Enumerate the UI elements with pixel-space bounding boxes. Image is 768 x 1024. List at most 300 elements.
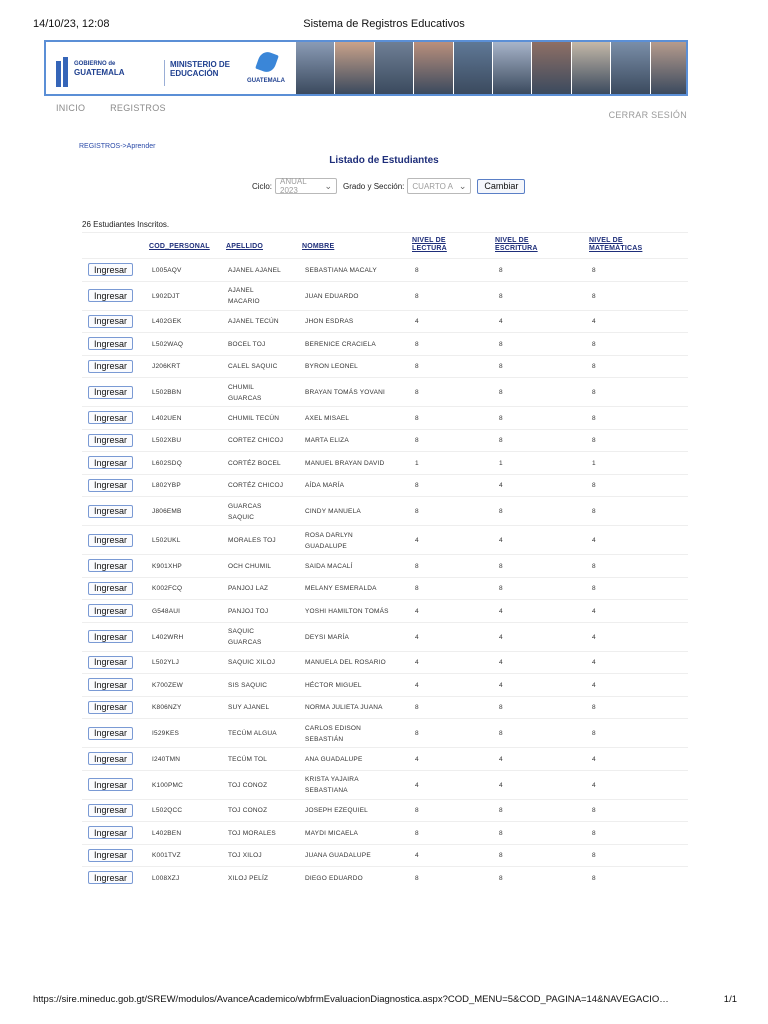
cell-reading: 8 — [415, 508, 419, 515]
cell-reading: 8 — [415, 389, 419, 396]
enrolled-count: 26 Estudiantes Inscritos. — [82, 220, 170, 229]
enter-button[interactable]: Ingresar — [88, 826, 133, 839]
cell-writing: 8 — [499, 363, 503, 371]
cell-math: 8 — [592, 266, 596, 274]
cell-name-line: HÉCTOR MIGUEL — [305, 681, 362, 689]
ministry-logo — [170, 60, 230, 78]
page-title — [0, 155, 768, 166]
enter-button[interactable]: Ingresar — [88, 434, 133, 447]
cell-math: 8 — [592, 414, 596, 422]
cell-code: G548AUI — [152, 607, 181, 615]
cell-surname-line: PANJOJ TOJ — [228, 607, 269, 615]
cell-surname-line: SAQUIC — [228, 513, 255, 521]
header-banner — [44, 40, 688, 96]
cell-code: K806NZY — [152, 704, 182, 712]
cell-writing: 4 — [499, 659, 503, 667]
header-code[interactable]: COD_PERSONAL — [149, 243, 210, 250]
cell-reading: 4 — [415, 781, 419, 789]
cell-name-line: SEBASTIÁN — [305, 735, 344, 743]
cell-name-line: YOSHI HAMILTON TOMÁS — [305, 607, 389, 615]
table-row — [82, 429, 688, 452]
cell-name-line: AXEL MISAEL — [305, 414, 350, 422]
cell-surname — [228, 780, 267, 791]
cell-reading: 8 — [415, 414, 419, 422]
cell-name-line: DEYSI MARÍA — [305, 633, 350, 641]
cell-math: 4 — [592, 755, 596, 763]
gobierno-logo-text — [74, 61, 125, 77]
logout-link[interactable]: CERRAR SESIÓN — [608, 110, 687, 120]
cell-name-line: BYRON LEONEL — [305, 363, 358, 371]
banner-photo — [493, 42, 532, 94]
cell-surname — [228, 626, 262, 648]
cell-surname-line: CALEL SAQUIC — [228, 363, 278, 371]
cell-writing: 8 — [499, 266, 503, 274]
cell-surname — [228, 728, 277, 739]
cell-math: 8 — [592, 704, 596, 712]
cell-name-line: KRISTA YAJAIRA — [305, 776, 359, 783]
cell-code: J806EMB — [152, 508, 182, 515]
cell-math: 8 — [592, 363, 596, 371]
header-writing-line1: NIVEL DE — [495, 237, 529, 244]
nav-registros[interactable]: REGISTROS — [110, 103, 166, 113]
cell-name — [305, 387, 385, 398]
cell-name-line: DIEGO EDUARDO — [305, 874, 363, 882]
cell-writing: 4 — [499, 607, 503, 615]
gobierno-logo-bar — [63, 57, 68, 87]
cell-surname — [228, 850, 262, 861]
print-title: Sistema de Registros Educativos — [303, 18, 465, 30]
cell-name-line: SEBASTIANA — [305, 787, 348, 794]
cell-name-line: MARTA ELIZA — [305, 437, 349, 445]
cell-code: L602SDQ — [152, 459, 182, 467]
cell-name-line: MANUELA DEL ROSARIO — [305, 659, 386, 667]
table-row — [82, 599, 688, 622]
header-writing — [495, 237, 538, 253]
cell-writing: 8 — [499, 389, 503, 396]
cell-code: L502WAQ — [152, 340, 184, 348]
cell-math: 4 — [592, 633, 596, 641]
table-row — [82, 332, 688, 355]
cell-name — [305, 828, 358, 839]
cell-reading: 8 — [415, 562, 419, 570]
students-table-header — [82, 232, 688, 258]
cell-code: L402BEN — [152, 829, 182, 837]
header-surname[interactable]: APELLIDO — [226, 243, 263, 250]
enter-button[interactable]: Ingresar — [88, 871, 133, 884]
cell-code: L502UKL — [152, 537, 181, 544]
cell-code: I240TMN — [152, 755, 181, 763]
breadcrumb[interactable]: REGISTROS->Aprender — [79, 143, 156, 150]
header-reading — [412, 237, 447, 253]
table-row — [82, 673, 688, 696]
cell-surname-line: TOJ MORALES — [228, 829, 276, 837]
cell-surname — [228, 458, 281, 469]
cell-surname-line: CHUMIL — [228, 383, 255, 391]
cell-name-line: JUANA GUADALUPE — [305, 852, 371, 860]
table-row — [82, 651, 688, 674]
ministry-logo-line1: MINISTERIO DE — [170, 60, 231, 69]
cell-name — [305, 702, 383, 713]
cell-reading: 4 — [415, 633, 419, 641]
cell-surname-line: TOJ XILOJ — [228, 852, 262, 860]
cell-name — [305, 754, 363, 765]
cell-surname — [228, 413, 279, 424]
cell-name-line: GUADALUPE — [305, 542, 347, 550]
cell-surname — [228, 382, 262, 404]
guatemala-logo-text: GUATEMALA — [247, 78, 285, 84]
cell-writing: 8 — [499, 585, 503, 593]
enter-button[interactable]: Ingresar — [88, 386, 133, 399]
cell-code: L008XZJ — [152, 874, 180, 882]
cell-code: I529KES — [152, 730, 180, 737]
cell-surname — [228, 501, 262, 523]
cell-code: L502XBU — [152, 437, 182, 445]
cell-writing: 4 — [499, 537, 503, 544]
cycle-select-value: ANUAL 2023 — [280, 177, 307, 195]
enter-button[interactable]: Ingresar — [88, 315, 133, 328]
cell-name-line: MANUEL BRAYAN DAVID — [305, 459, 385, 467]
cell-writing: 8 — [499, 508, 503, 515]
cell-surname-line: CORTÉZ CHICOJ — [228, 482, 284, 490]
enter-button[interactable]: Ingresar — [88, 804, 133, 817]
cell-math: 1 — [592, 459, 596, 467]
cell-math: 8 — [592, 829, 596, 837]
cell-surname-line: BOCEL TOJ — [228, 340, 266, 348]
cell-name — [305, 850, 371, 861]
table-row — [82, 554, 688, 577]
enter-button[interactable]: Ingresar — [88, 656, 133, 669]
cell-name — [305, 680, 362, 691]
cell-surname-line: TOJ CONOZ — [228, 807, 268, 815]
cell-name-line: MELANY ESMERALDA — [305, 585, 377, 593]
cell-surname — [228, 339, 265, 350]
cell-code: L502YLJ — [152, 659, 180, 667]
cell-surname — [228, 754, 267, 765]
cell-code: L502BBN — [152, 389, 182, 396]
cell-code: L902DJT — [152, 292, 180, 300]
cell-reading: 4 — [415, 681, 419, 689]
header-reading-line2: LECTURA — [412, 245, 447, 252]
cell-name — [305, 316, 353, 327]
cell-surname-line: CHUMIL TECÚN — [228, 414, 280, 422]
cell-surname-line: AJANEL AJANEL — [228, 266, 281, 274]
page-title-text: Listado de Estudiantes — [329, 155, 439, 166]
table-row — [82, 496, 688, 525]
cell-surname-line: SIS SAQUIC — [228, 681, 268, 689]
cell-name — [305, 530, 353, 552]
cell-math: 8 — [592, 807, 596, 815]
cell-code: K002FCQ — [152, 585, 183, 593]
cell-name — [305, 805, 368, 816]
cell-surname — [228, 583, 268, 594]
cell-reading: 4 — [415, 755, 419, 763]
cell-name-line: JOSEPH EZEQUIEL — [305, 807, 368, 815]
cell-code: L402GEK — [152, 318, 182, 326]
cell-reading: 8 — [415, 266, 419, 274]
cell-name — [305, 413, 349, 424]
cell-name — [305, 435, 349, 446]
cell-name-line: MAYDI MICAELA — [305, 829, 359, 837]
enter-button[interactable]: Ingresar — [88, 479, 133, 492]
table-row — [82, 525, 688, 554]
cell-name — [305, 339, 376, 350]
enter-button[interactable]: Ingresar — [88, 701, 133, 714]
cell-surname — [228, 265, 281, 276]
main-nav — [56, 103, 188, 113]
logo-separator — [164, 60, 165, 86]
cell-code: L402UEN — [152, 414, 182, 422]
print-page-number: 1/1 — [723, 994, 737, 1005]
cell-name-line: NORMA JULIETA JUANA — [305, 704, 383, 712]
cell-reading: 4 — [415, 537, 419, 544]
cell-reading: 8 — [415, 437, 419, 445]
cell-surname-line: XILOJ PELÍZ — [228, 874, 269, 882]
cycle-select[interactable] — [275, 178, 337, 194]
cell-name — [305, 361, 358, 372]
enter-button[interactable]: Ingresar — [88, 534, 133, 547]
enter-button[interactable]: Ingresar — [88, 678, 133, 691]
guatemala-swirl-icon — [255, 50, 279, 75]
cell-reading: 8 — [415, 807, 419, 815]
cell-surname-line: GUARCAS — [228, 394, 262, 402]
table-row — [82, 747, 688, 770]
cell-surname-line: MACARIO — [228, 298, 260, 305]
cell-name — [305, 480, 344, 491]
enter-button[interactable]: Ingresar — [88, 752, 133, 765]
cell-writing: 4 — [499, 755, 503, 763]
cell-name-line: ANA GUADALUPE — [305, 755, 363, 763]
cell-writing: 8 — [499, 562, 503, 570]
nav-inicio[interactable]: INICIO — [56, 103, 86, 113]
cell-surname-line: OCH CHUMIL — [228, 562, 272, 570]
cell-writing: 4 — [499, 318, 503, 326]
grade-select-value: CUARTO A — [412, 181, 453, 191]
guatemala-logo — [244, 52, 288, 92]
cell-surname — [228, 285, 260, 307]
table-row — [82, 474, 688, 497]
cell-name-line: AÍDA MARÍA — [305, 482, 345, 490]
cell-math: 8 — [592, 585, 596, 593]
cell-reading: 8 — [415, 292, 419, 300]
enter-button[interactable]: Ingresar — [88, 727, 133, 740]
table-row — [82, 718, 688, 747]
enter-button[interactable]: Ingresar — [88, 337, 133, 350]
cell-math: 4 — [592, 607, 596, 615]
cell-code: K700ZEW — [152, 681, 184, 689]
cell-writing: 8 — [499, 807, 503, 815]
cell-name — [305, 606, 389, 617]
chevron-down-icon: ⌄ — [458, 180, 467, 191]
cell-name-line: SAIDA MACALÍ — [305, 562, 353, 570]
gobierno-logo-line2: GUATEMALA — [74, 68, 125, 77]
cell-writing: 1 — [499, 459, 503, 467]
cell-math: 8 — [592, 730, 596, 737]
banner-photo — [611, 42, 650, 94]
enter-button[interactable]: Ingresar — [88, 360, 133, 373]
cell-name — [305, 458, 384, 469]
header-reading-line1: NIVEL DE — [412, 237, 446, 244]
enter-button[interactable]: Ingresar — [88, 778, 133, 791]
cell-surname — [228, 805, 267, 816]
cell-name-line: JHON ESDRAS — [305, 318, 354, 326]
banner-photo-strip — [296, 42, 688, 94]
banner-photo — [532, 42, 571, 94]
cell-code: L502QCC — [152, 807, 183, 815]
cell-name — [305, 723, 361, 745]
enter-button[interactable]: Ingresar — [88, 456, 133, 469]
cell-writing: 8 — [499, 829, 503, 837]
header-math-line2: MATEMÁTICAS — [589, 245, 643, 252]
cell-name-line: CINDY MANUELA — [305, 508, 361, 515]
cell-writing: 4 — [499, 482, 503, 490]
cell-surname-line: GUARCAS — [228, 502, 262, 510]
cell-surname-line: CORTÉZ BOCEL — [228, 459, 281, 467]
cell-math: 8 — [592, 852, 596, 860]
cell-reading: 8 — [415, 730, 419, 737]
cell-math: 4 — [592, 681, 596, 689]
header-math — [589, 237, 642, 253]
cell-name-line: BERENICE CRACIELA — [305, 340, 376, 348]
enter-button[interactable]: Ingresar — [88, 263, 133, 276]
banner-photo — [572, 42, 611, 94]
cell-writing: 8 — [499, 730, 503, 737]
cell-math: 4 — [592, 318, 596, 326]
cell-writing: 8 — [499, 437, 503, 445]
cell-name — [305, 774, 359, 796]
cell-surname-line: SAQUIC — [228, 628, 255, 635]
change-button[interactable]: Cambiar — [477, 179, 525, 194]
cell-code: J206KRT — [152, 363, 181, 371]
cell-surname — [228, 480, 283, 491]
cell-writing: 8 — [499, 292, 503, 300]
enter-button[interactable]: Ingresar — [88, 505, 133, 518]
print-url: https://sire.mineduc.gob.gt/SREW/modulos/AvanceAcademico/wbfrmEvaluacionDiagnostica.aspx?COD_MENU=5&COD_PAGINA=14&NAVEGACIO… — [33, 994, 669, 1005]
grade-section-select[interactable] — [407, 178, 471, 194]
cell-math: 8 — [592, 437, 596, 445]
table-row — [82, 844, 688, 867]
cell-name-line: ROSA DARLYN — [305, 531, 353, 539]
cell-surname — [228, 702, 269, 713]
header-name[interactable]: NOMBRE — [302, 243, 335, 250]
banner-photo — [296, 42, 335, 94]
enter-button[interactable]: Ingresar — [88, 289, 133, 302]
table-row — [82, 577, 688, 600]
cell-name — [305, 873, 363, 884]
cell-surname — [228, 435, 283, 446]
grade-label: Grado y Sección: — [343, 181, 405, 191]
cell-name-line: SEBASTIANA MACALY — [305, 266, 377, 274]
table-row — [82, 258, 688, 281]
cell-reading: 4 — [415, 607, 419, 615]
cell-name — [305, 265, 377, 276]
cell-surname — [228, 561, 271, 572]
table-row — [82, 866, 688, 889]
cell-surname-line: GUARCAS — [228, 639, 262, 646]
table-row — [82, 622, 688, 651]
chevron-down-icon: ⌄ — [324, 180, 333, 191]
cell-surname — [228, 535, 276, 546]
banner-photo — [335, 42, 374, 94]
cell-surname — [228, 606, 268, 617]
cell-name — [305, 632, 349, 643]
cell-surname-line: MORALES TOJ — [228, 537, 276, 544]
cell-writing: 4 — [499, 633, 503, 641]
cell-name — [305, 291, 359, 302]
table-row — [82, 451, 688, 474]
cell-surname — [228, 316, 279, 327]
banner-photo — [375, 42, 414, 94]
cell-math: 4 — [592, 781, 596, 789]
cycle-label: Ciclo: — [252, 181, 273, 191]
cell-reading: 1 — [415, 459, 419, 467]
cell-math: 8 — [592, 482, 596, 490]
table-row — [82, 696, 688, 719]
gobierno-logo-bar — [56, 61, 61, 87]
print-header — [0, 0, 768, 40]
enter-button[interactable]: Ingresar — [88, 411, 133, 424]
enter-button[interactable]: Ingresar — [88, 559, 133, 572]
cell-surname — [228, 873, 268, 884]
cell-math: 8 — [592, 874, 596, 882]
table-row — [82, 770, 688, 799]
cell-math: 8 — [592, 340, 596, 348]
cell-math: 8 — [592, 389, 596, 396]
cell-math: 8 — [592, 508, 596, 515]
cell-writing: 8 — [499, 414, 503, 422]
enter-button[interactable]: Ingresar — [88, 849, 133, 862]
cell-reading: 4 — [415, 852, 419, 860]
cell-name-line: JUAN EDUARDO — [305, 292, 359, 300]
cell-reading: 4 — [415, 318, 419, 326]
cell-name — [305, 583, 377, 594]
enter-button[interactable]: Ingresar — [88, 630, 133, 643]
cell-reading: 4 — [415, 659, 419, 667]
cell-name — [305, 561, 353, 572]
cell-surname-line: CORTEZ CHICOJ — [228, 437, 284, 445]
cell-surname-line: SUY AJANEL — [228, 704, 270, 712]
cell-surname-line: TECÚM ALGUA — [228, 730, 277, 737]
ministry-logo-line2: EDUCACIÓN — [170, 69, 219, 78]
cell-name — [305, 506, 361, 517]
table-row — [82, 406, 688, 429]
cell-surname-line: SAQUIC XILOJ — [228, 659, 276, 667]
cell-writing: 8 — [499, 874, 503, 882]
enter-button[interactable]: Ingresar — [88, 582, 133, 595]
cell-writing: 8 — [499, 704, 503, 712]
table-row — [82, 377, 688, 406]
cell-surname-line: AJANEL TECÚN — [228, 318, 279, 326]
cell-code: K001TVZ — [152, 852, 181, 860]
cell-reading: 8 — [415, 704, 419, 712]
cell-reading: 8 — [415, 585, 419, 593]
table-row — [82, 281, 688, 310]
gobierno-logo-line1: GOBIERNO de — [74, 61, 116, 67]
cell-reading: 8 — [415, 363, 419, 371]
cell-writing: 4 — [499, 681, 503, 689]
table-row — [82, 355, 688, 378]
filters-bar — [252, 178, 525, 194]
cell-math: 8 — [592, 562, 596, 570]
enter-button[interactable]: Ingresar — [88, 604, 133, 617]
cell-reading: 8 — [415, 829, 419, 837]
cell-code: L802YBP — [152, 482, 181, 490]
header-writing-line2: ESCRITURA — [495, 245, 538, 252]
cell-math: 4 — [592, 537, 596, 544]
print-datetime: 14/10/23, 12:08 — [33, 18, 110, 30]
cell-name — [305, 657, 386, 668]
banner-photo — [651, 42, 688, 94]
cell-surname — [228, 657, 275, 668]
